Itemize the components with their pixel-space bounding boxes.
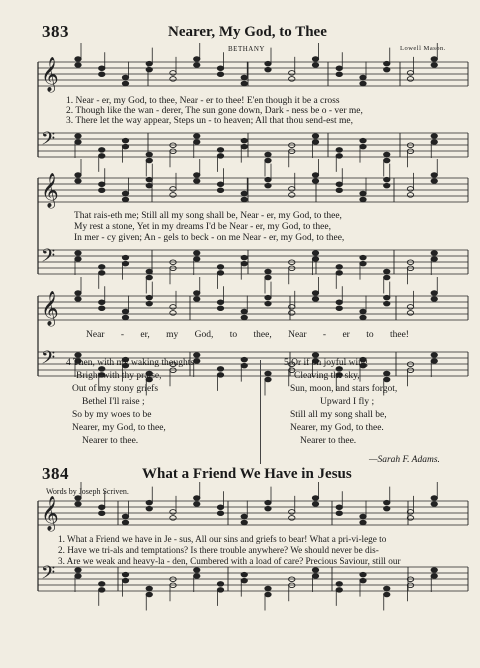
stanza-line: Bethel I'll raise ; bbox=[82, 397, 145, 407]
svg-text:𝄢: 𝄢 bbox=[41, 246, 56, 271]
svg-text:𝄢: 𝄢 bbox=[41, 129, 56, 154]
svg-text:𝄞: 𝄞 bbox=[41, 291, 59, 326]
stanza-line: 4 Then, with my waking thoughts bbox=[66, 358, 195, 368]
stanza-line: Cleaving the sky, bbox=[294, 371, 360, 381]
stanza-line: Upward I fly ; bbox=[320, 397, 375, 407]
stanza-line: Bright with thy praise, bbox=[76, 371, 162, 381]
stanza-line: Out of my stony griefs bbox=[72, 384, 159, 394]
svg-text:𝄢: 𝄢 bbox=[41, 563, 56, 588]
svg-text:𝄞: 𝄞 bbox=[41, 173, 59, 208]
words-credit: Words by Joseph Scriven. bbox=[46, 487, 129, 496]
verse1-line-sys1: 1. Near - er, my God, to thee, Near - er to thee! E'en though it be a cross bbox=[66, 96, 340, 106]
stanza-5 bbox=[284, 357, 397, 448]
stanza-line: 5 Or if on joyful wing bbox=[284, 358, 368, 368]
verse1-line-sys2: That rais-eth me; Still all my song shall be, Near - er, my God, to thee, bbox=[74, 211, 342, 221]
composer-credit: Lowell Mason. bbox=[400, 45, 446, 52]
hymn-number: 383 bbox=[42, 22, 69, 41]
verse3-line-sys2: In mer - cy given; An - gels to beck - on me Near - er, my God, to thee, bbox=[74, 233, 345, 243]
stanza-line: Sun, moon, and stars forgot, bbox=[290, 384, 398, 394]
stanza-line: Nearer to thee. bbox=[82, 436, 139, 446]
verse2-line-sys2: My rest a stone, Yet in my dreams I'd be Near - er, my God, to thee, bbox=[74, 222, 331, 232]
hymn-number: 384 bbox=[42, 464, 69, 483]
stanza-line: Nearer to thee. bbox=[300, 436, 357, 446]
verse2-line-384: 2. Have we tri-als and temptations? Is there trouble anywhere? We should never be dis- bbox=[58, 545, 379, 555]
stanza-line: Nearer, my God, to thee. bbox=[290, 423, 384, 433]
stanza-line: So by my woes to be bbox=[72, 410, 152, 420]
verse3-line-sys1: 3. There let the way appear, Steps un - to heaven; All that thou send-est me, bbox=[66, 116, 354, 126]
verse1-line-384: 1. What a Friend we have in Je - sus, All our sins and griefs to bear! What a pri-vi-lege to bbox=[58, 534, 387, 544]
author-credit: —Sarah F. Adams. bbox=[369, 455, 440, 465]
stanza-divider bbox=[260, 360, 261, 464]
svg-text:𝄞: 𝄞 bbox=[41, 496, 59, 531]
tune-name: BETHANY bbox=[228, 45, 265, 53]
hymn-title: Nearer, My God, to Thee bbox=[168, 24, 327, 40]
svg-text:𝄢: 𝄢 bbox=[41, 348, 56, 373]
svg-text:𝄞: 𝄞 bbox=[41, 57, 59, 92]
stanza-line: Still all my song shall be, bbox=[290, 410, 387, 420]
refrain-line-sys3: Near - er, my God, to thee, Near - er to thee! bbox=[86, 330, 409, 340]
stanza-4 bbox=[66, 357, 194, 448]
stanza-line: Nearer, my God, to thee, bbox=[72, 423, 166, 433]
hymn-title: What a Friend We Have in Jesus bbox=[142, 466, 352, 482]
verse2-line-sys1: 2. Though like the wan - derer, The sun gone down, Dark - ness be o - ver me, bbox=[66, 106, 363, 116]
verse3-line-384: 3. Are we weak and heavy-la - den, Cumbered with a load of care? Precious Saviour, still our bbox=[58, 556, 401, 566]
